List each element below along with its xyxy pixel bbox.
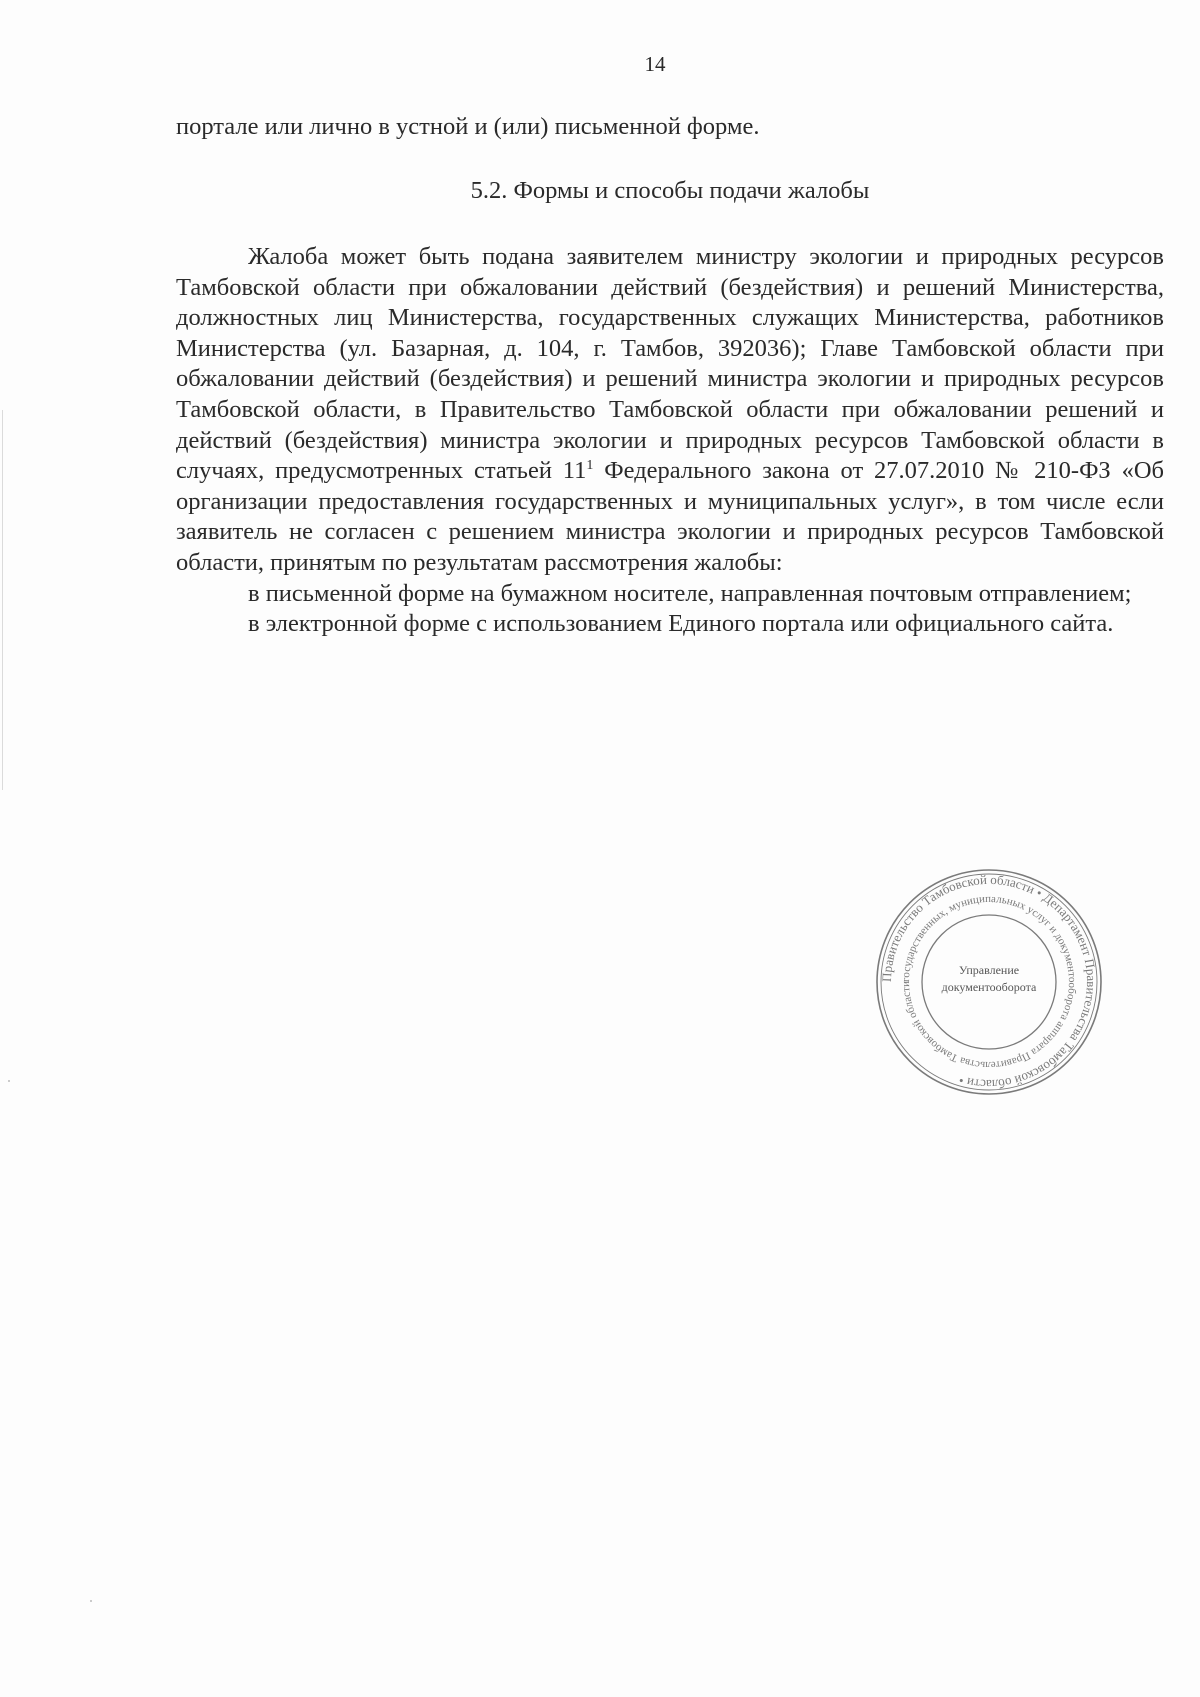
official-stamp [873,866,1105,1098]
stamp-center-line: Управление [958,963,1020,977]
scan-artifact [8,1080,10,1082]
body-text [176,242,1164,640]
page-number: 14 [644,52,666,76]
scan-artifact [2,410,3,790]
main-paragraph-text: Жалоба может быть подана заявителем министру экологии и природных ресурсов Тамбовской области при обжаловании действий (бездействия) и решений Министерства, должностных лиц Министерства, государственных служащих Министерства, работников Министерства (ул. Базарная, д. 104, г. Тамбов, 392036); Главе Тамбовской области при обжаловании действий (бездействия) и решений министра экологии и природных ресурсов Тамбовской области, в Правительство Тамбовской области при обжаловании решений и действий (бездействия) министра экологии и природных ресурсов Тамбовской области в случаях, предусмотренных статьей 11 [176,243,1164,485]
scan-artifact [90,1600,92,1602]
section-heading: 5.2. Формы и способы подачи жалобы [470,177,870,204]
stamp-center-line: документооборота [941,980,1037,994]
main-paragraph [176,242,1164,579]
stamp-center-text [873,962,1105,996]
stamp-inner-text: государственных, муниципальных услуг и документооборота аппарата Правительства Тамбовской области [899,892,1079,1072]
continuation-text: портале или лично в устной и (или) письменной форме. [176,113,760,140]
list-item: в электронной форме с использованием Единого портала или официального сайта. [248,610,1114,638]
list-item: в письменной форме на бумажном носителе, направленная почтовым отправлением; [248,579,1132,607]
superscript-index: 1 [586,458,594,473]
stamp-outer-text: Правительство Тамбовской области • Департамент Правительства Тамбовской области • [878,871,1100,1093]
main-paragraph-text-cont: Федерального закона от 27.07.2010 № 210-ФЗ «Об организации предоставления государственных и муниципальных услуг», в том числе если заявитель не согласен с решением министра экологии и природных ресурсов Тамбовской области, принятым по результатам рассмотрения жалобы: [176,457,1164,576]
